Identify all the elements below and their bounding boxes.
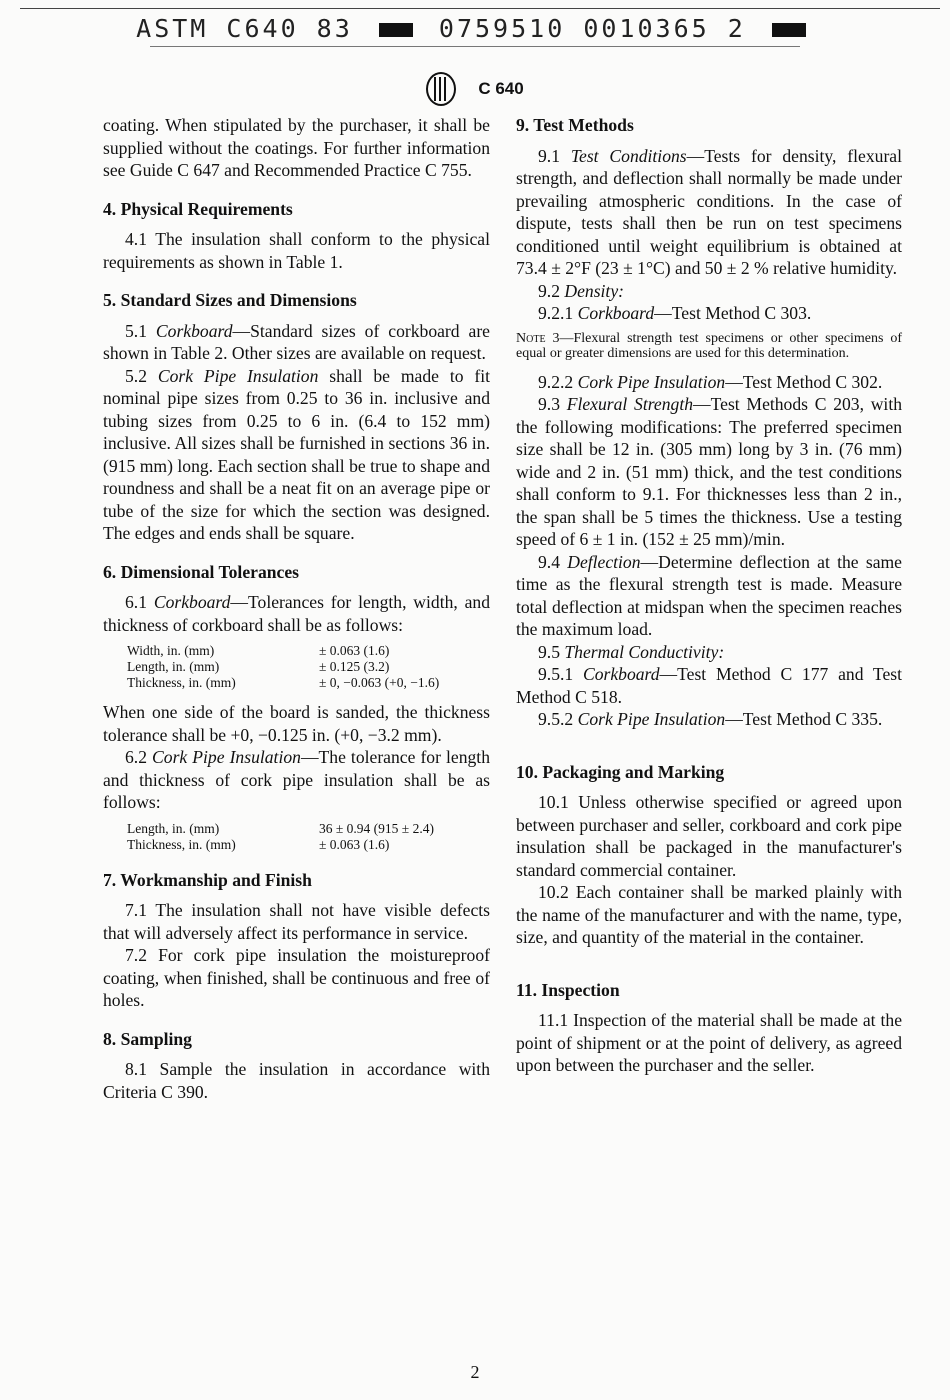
note-3: Note 3—Flexural strength test specimens or other specimens of equal or greater dimensions are used for this determination. (516, 330, 902, 361)
section-heading-7: 7. Workmanship and Finish (103, 869, 312, 890)
tolerance-label: Width, in. (mm) (127, 643, 215, 658)
tolerance-value: ± 0.125 (3.2) (319, 659, 390, 674)
paragraph-9-3: 9.3 Flexural Strength—Test Methods C 203, with the following modifications: The preferred specimen size shall be 12 in. (305 mm) long by 3 in. (76 mm) wide and 2 in. (51 mm) thick, and the test conditions shall conform to 9.1. For thicknesses less than 2 in., the span shall be 5 times the thickness. Use a testing speed of 6 ± 1 in. (152 ± 25 mm)/min. (516, 394, 903, 549)
section-heading-8: 8. Sampling (103, 1028, 192, 1049)
table-row (127, 837, 434, 853)
pipe-tolerance-table (127, 821, 434, 853)
note-label: Note 3 (516, 330, 560, 346)
paragraph-10-1: 10.1 Unless otherwise specified or agreed upon between purchaser and seller, corkboard and cork pipe insulation shall be packaged in the manufacturer's standard commercial container. (516, 792, 902, 880)
tolerance-value: ± 0, −0.063 (+0, −1.6) (319, 675, 440, 690)
right-column (516, 114, 902, 1077)
page-number: 2 (470, 1362, 480, 1382)
paragraph-5-1: 5.1 Corkboard—Standard sizes of corkboard are shown in Table 2. Other sizes are available on request. (103, 320, 490, 363)
paragraph-9-1: 9.1 Test Conditions—Tests for density, flexural strength, and deflection shall normally be made under prevailing atmospheric conditions. In the case of dispute, tests shall then be run on test specimens conditioned until weight equilibrium is obtained at 73.4 ± 2°F (23 ± 1°C) and 50 ± 2 % relative humidity. (516, 145, 902, 278)
black-marker (379, 23, 413, 37)
section-heading-6: 6. Dimensional Tolerances (103, 561, 299, 582)
header-rule (150, 46, 800, 47)
paragraph-9-5-2: 9.5.2 Cork Pipe Insulation—Test Method C 335. (538, 709, 883, 729)
paragraph-sanded-tolerance: When one side of the board is sanded, the thickness tolerance shall be +0, −0.125 in. (+0, −3.2 mm). (103, 702, 490, 745)
tolerance-label: Thickness, in. (mm) (127, 675, 236, 690)
paragraph-9-5: 9.5 Thermal Conductivity: (538, 641, 725, 662)
left-column (103, 114, 490, 1103)
table-row (127, 659, 439, 675)
paragraph-7-1: 7.1 The insulation shall not have visible defects that will adversely affect its performance in service. (103, 900, 490, 943)
paragraph-9-2-1: 9.2.1 Corkboard—Test Method C 303. (538, 303, 812, 323)
paragraph-9-4: 9.4 Deflection—Determine deflection at the same time as the flexural strength test is made. Measure total deflection at midspan when the specimen reaches the maximum load. (516, 551, 902, 639)
section-heading-4: 4. Physical Requirements (103, 198, 293, 219)
paragraph-6-1: 6.1 Corkboard—Tolerances for length, width, and thickness of corkboard shall be as follows: (103, 592, 491, 635)
section-heading-11: 11. Inspection (516, 979, 620, 1000)
tolerance-value: ± 0.063 (1.6) (319, 643, 390, 658)
paragraph-9-5-1: 9.5.1 Corkboard—Test Method C 177 and Test Method C 518. (516, 664, 902, 707)
continued-paragraph: coating. When stipulated by the purchaser, it shall be supplied without the coatings. For further information see Guide C 647 and Recommended Practice C 755. (103, 115, 490, 180)
tolerance-label: Length, in. (mm) (127, 820, 220, 836)
paragraph-11-1: 11.1 Inspection of the material shall be made at the point of shipment or at the point of delivery, as agreed upon between the purchaser and the seller. (516, 1010, 902, 1075)
tolerance-label: Length, in. (mm) (127, 659, 220, 674)
paragraph-9-2: 9.2 Density: (538, 280, 624, 301)
paragraph-7-2: 7.2 For cork pipe insulation the moistureproof coating, when finished, shall be continuous and free of holes. (103, 945, 490, 1010)
paragraph-5-2: 5.2 Cork Pipe Insulation shall be made to fit nominal pipe sizes from 0.25 to 36 in. inclusive and tubing sizes from 0.25 to 6 in. (6.4 to 152 mm) inclusive. All sizes shall be furnished in sections 36 in. (915 mm) long. Each section shall be true to shape and roundness and shall be a neat fit on an average pipe or tube of the size for which the section was designed. The edges and ends shall be square. (103, 365, 491, 543)
standard-number: C 640 (478, 79, 524, 98)
paragraph-8-1: 8.1 Sample the insulation in accordance with Criteria C 390. (103, 1059, 490, 1102)
document-code-header (0, 14, 950, 43)
paragraph-6-2: 6.2 Cork Pipe Insulation—The tolerance for length and thickness of cork pipe insulation shall be as follows: (103, 747, 490, 812)
paragraph-4-1: 4.1 The insulation shall conform to the physical requirements as shown in Table 1. (103, 229, 490, 272)
section-heading-5: 5. Standard Sizes and Dimensions (103, 290, 357, 310)
table-row (127, 675, 439, 691)
astm-designation-code: ASTM C640 83 (136, 14, 353, 43)
paragraph-9-2-2: 9.2.2 Cork Pipe Insulation—Test Method C 302. (538, 371, 883, 392)
standard-header (0, 72, 950, 106)
table-row (127, 643, 439, 659)
table-row (127, 821, 434, 837)
corkboard-tolerance-table (127, 643, 439, 691)
document-serial-code: 0759510 0010365 2 (438, 14, 746, 43)
astm-logo-icon (426, 72, 456, 106)
black-marker (772, 23, 806, 37)
tolerance-value: 36 ± 0.94 (915 ± 2.4) (319, 820, 434, 836)
tolerance-label: Thickness, in. (mm) (127, 836, 236, 852)
section-heading-10: 10. Packaging and Marking (516, 761, 725, 782)
tolerance-value: ± 0.063 (1.6) (319, 836, 390, 852)
top-scan-line (20, 8, 940, 9)
section-heading-9: 9. Test Methods (516, 115, 634, 135)
paragraph-10-2: 10.2 Each container shall be marked plainly with the name of the manufacturer and with the name, type, size, and quantity of the material in the container. (516, 882, 902, 947)
